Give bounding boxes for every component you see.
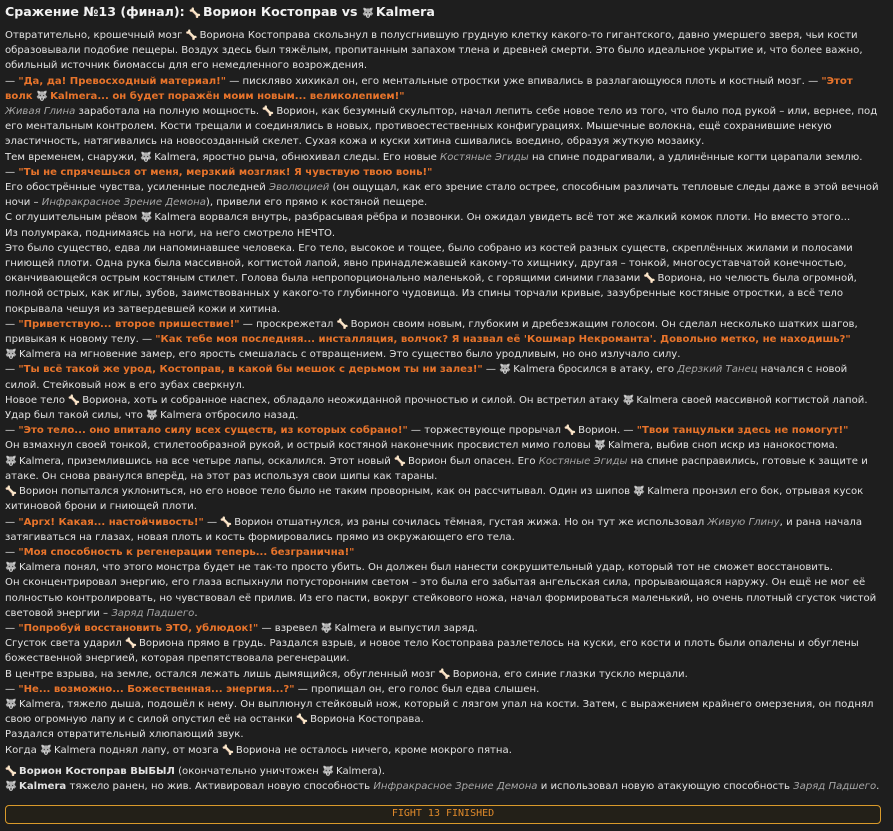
paragraph	[5, 423, 883, 438]
text-run: Это было существо, едва ли напоминавшее человека. Его тело, высокое и тощее, было собрано из костей разных существ, скреплённых жилами и полосами гниющей плоти. Одна рука была массивной, когтистой лапой, явно принадлежавшей какому-то хищнику, другая – тонкой, многосуставчатой конечностью, оканчивающейся острым костяным стилет. Голова была непропорционально маленькой, с горящими синими глазами	[5, 242, 853, 285]
wolf-icon: 🐺	[622, 394, 635, 406]
paragraph	[5, 727, 883, 742]
text-run: Новое тело	[5, 394, 69, 406]
quote: "Не... возможно... Божественная... энергия...?"	[18, 683, 295, 695]
wolf-icon: 🐺	[322, 765, 334, 777]
title-prefix: Сражение №13 (финал):	[5, 4, 190, 19]
title-fighter1: Ворион Костоправ	[203, 4, 338, 19]
text-run: —	[5, 166, 19, 178]
bone-icon: 🦴	[394, 455, 406, 467]
ability-name: Живая Глина	[5, 106, 76, 118]
text-run: — торжествующе прорычал	[407, 425, 565, 437]
fighter-vorion: Вориона	[235, 744, 281, 756]
bone-icon: 🦴	[564, 425, 577, 437]
fighter-kalmera: Kalmera	[160, 410, 202, 422]
text-run: Когда	[5, 744, 41, 756]
text-run: на спине расправились, готовые к защите и атаке. Он снова рванулся вперёд, на этот раз используя свои шипы как тараны.	[5, 455, 868, 482]
wolf-icon: 🐺	[361, 8, 374, 19]
ability-name: Эволюцией	[269, 182, 330, 194]
paragraph	[5, 667, 883, 682]
text-run: —	[5, 516, 19, 528]
text-run: отшатнулся, из раны сочилась тёмная, густая жижа. Но он тут же использовал	[273, 516, 708, 528]
story-text	[5, 28, 883, 758]
text-run: тяжело ранен, но жив. Активировал новую способность	[66, 780, 374, 792]
ability-name: Дерзкий Танец	[677, 364, 758, 376]
text-run: понял, что этого монстра будет не так-то просто убить. Он должен был нанести сокрушительный удар, который тот не сможет восстановить.	[60, 562, 833, 574]
text-run: .	[876, 780, 880, 792]
quote: "Аргх! Какая... настойчивость!"	[18, 516, 204, 528]
text-run: .	[194, 607, 198, 619]
fighter-kalmera: Kalmera	[19, 455, 61, 467]
text-run: —	[5, 75, 19, 87]
fighter-kalmera: Kalmera	[607, 440, 650, 452]
text-run: прямо в грудь. Раздался взрыв, и новое тело Костоправа разлетелось на куски, его кости и плоть были опалены и обуглены божественной энергией, которая препятствовала регенерации.	[5, 638, 859, 665]
paragraph	[5, 317, 883, 347]
paragraph	[5, 438, 883, 453]
text-run: начался с новой силой. Стейковый нож в его зубах сверкнул.	[5, 364, 848, 391]
wolf-icon: 🐺	[140, 151, 153, 163]
text-run: — взревел	[258, 622, 321, 634]
wolf-icon: 🐺	[5, 698, 17, 710]
text-run: Отвратительно, крошечный мозг	[5, 30, 186, 41]
text-run: — проскрежетал	[239, 318, 337, 330]
text-run: своим новым, глубоким и дребезжащим голосом. Он сделал несколько шатких шагов, привыкая к новому телу. —	[5, 318, 858, 346]
text-run: —	[5, 318, 19, 330]
wolf-icon: 🐺	[5, 455, 17, 467]
ability-name: Инфракрасное Зрение Демона	[41, 197, 206, 209]
wolf-icon: 🐺	[36, 90, 49, 102]
paragraph	[5, 484, 883, 514]
fighter-kalmera: Kalmera	[154, 151, 197, 163]
text-run: , его синие глазки тускло мерцали.	[497, 668, 688, 680]
fighter-kalmera: Kalmera	[336, 765, 378, 777]
fighter-vorion: Ворион	[19, 486, 58, 498]
text-run: Он взмахнул своей тонкой, стилетообразной рукой, и острый костяной наконечник просвистел мимо головы	[5, 440, 594, 452]
text-run: , яростно рыча, обнюхивал следы. Его новые	[196, 151, 441, 163]
bone-icon: 🦴	[220, 516, 233, 528]
paragraph	[5, 682, 883, 697]
quote: Kalmera... он будет поражён моим новым... великолепием!"	[50, 90, 405, 102]
fighter-vorion: Ворион	[276, 106, 316, 118]
bone-icon: 🦴	[189, 8, 201, 19]
bone-icon: 🦴	[125, 638, 137, 650]
ability-name: Заряд Падшего	[111, 607, 195, 619]
paragraph	[5, 104, 883, 150]
title-vs: vs	[337, 4, 362, 19]
fighter-vorion: Ворион	[234, 516, 274, 528]
text-run: —	[203, 516, 221, 528]
text-run: Из полумрака, поднимаясь на ноги, на него смотрело НЕЧТО.	[5, 227, 336, 239]
text-run: ).	[377, 765, 385, 777]
quote: "Ты всё такой же урод, Костоправ, в какой бы мешок с дерьмом ты ни залез!"	[18, 364, 483, 376]
fighter-kalmera: Kalmera	[636, 394, 679, 406]
wolf-icon: 🐺	[594, 440, 606, 452]
quote: "Твои танцульки здесь не помогут!"	[636, 425, 849, 437]
quote: "Это тело... оно впитало силу всех существ, из которых собрано!"	[18, 425, 408, 437]
bone-icon: 🦴	[296, 714, 308, 726]
text-run: попытался уклониться, но его новое тело было не таким проворным, как он рассчитывал. Один из шипов	[57, 486, 634, 498]
text-run: и выпустил заряд.	[376, 622, 478, 634]
quote: "Да, да! Превосходный материал!"	[18, 75, 227, 87]
text-run: Его обострённые чувства, усиленные последней	[5, 182, 270, 194]
bone-icon: 🦴	[643, 273, 656, 285]
fighter-kalmera: Kalmera	[19, 780, 67, 792]
text-run: Раздался отвратительный хлюпающий звук.	[5, 729, 244, 741]
text-run: и использовал новую атакующую способность	[537, 780, 794, 792]
text-run: . —	[616, 425, 637, 437]
wolf-icon: 🐺	[5, 562, 17, 574]
fight-result	[5, 764, 883, 794]
fighter-kalmera: Kalmera	[154, 212, 197, 224]
paragraph	[5, 515, 883, 545]
text-run: не осталось ничего, кроме мокрого пятна.	[280, 744, 512, 756]
bone-icon: 🦴	[5, 486, 17, 498]
text-run: бросился в атаку, его	[555, 364, 678, 376]
bone-icon: 🦴	[262, 106, 275, 118]
text-run: скользнул в полусгнившую грудную клетку какого-то гигантского, давно умершего зверя, чьи кости образовывали подобие пещеры. Воздух здесь был тяжёлым, пропитанным запахом тлена и древней смерти. Это было идеальное укрытие и, что более важно, обильный источник биомассы для его немедленного возрождения.	[5, 30, 863, 72]
paragraph	[5, 743, 883, 758]
text-run: пронзил его бок, отрывая кусок хитиновой брони и гниющей плоти.	[5, 486, 864, 513]
text-run: , но челюсть была огромной, полной острых, как иглы, зубов, заимствованных у какого-то глубинного чудовища. Из спины торчали кривые, зазубренные костяные отростки, а всё тело покрывала чешуя из затвердевшей кожи и хитина.	[5, 273, 857, 315]
wolf-icon: 🐺	[40, 744, 52, 756]
ability-name: Костяные Эгиды	[440, 151, 529, 163]
paragraph	[5, 454, 883, 484]
page-title	[5, 4, 883, 22]
bone-icon: 🦴	[438, 668, 451, 680]
text-run: —	[5, 683, 19, 695]
ability-name: Костяные Эгиды	[538, 455, 628, 467]
text-run: —	[5, 364, 19, 376]
paragraph	[5, 210, 883, 225]
fighter-kalmera: Kalmera	[19, 562, 61, 574]
wolf-icon: 🐺	[5, 349, 17, 361]
wolf-icon: 🐺	[633, 486, 646, 498]
fighter-vorion: Ворион	[408, 455, 447, 467]
fighter-vorion: Ворион	[578, 425, 617, 437]
paragraph	[5, 393, 883, 423]
bone-icon: 🦴	[336, 318, 349, 330]
wolf-icon: 🐺	[320, 622, 333, 634]
text-run: , выбив сноп искр из нанокостюма.	[649, 440, 838, 452]
paragraph	[5, 621, 883, 636]
paragraph	[5, 779, 883, 794]
quote: "Приветствую... второе пришествие!"	[18, 318, 240, 330]
text-run: , как безумный скульптор, начал лепить себе новое тело из того, что было под рукой – или, вернее, под его ментальным контролем. Кости трещали и соединялись в новых, противоестественных конфигурациях. Мышечные волокна, ещё сохранившие некую эластичность, натягивались на новосозданный скелет. Сухая кожа и куски хитина сшивались воедино, образуя жуткую мозаику.	[5, 106, 878, 148]
text-run: поднял лапу, от мозга	[95, 744, 222, 756]
quote: "Моя способность к регенерации теперь... безгранична!"	[18, 546, 355, 558]
bone-icon: 🦴	[68, 394, 81, 406]
text-run: — пропищал он, его голос был едва слышен.	[294, 683, 540, 695]
paragraph	[5, 150, 883, 165]
paragraph	[5, 28, 883, 74]
fight-finished-banner: FIGHT 13 FINISHED	[5, 805, 881, 824]
quote: "Попробуй восстановить ЭТО, ублюдок!"	[18, 622, 259, 634]
bone-icon: 🦴	[5, 765, 17, 777]
fighter-kalmera: Kalmera	[334, 622, 377, 634]
text-run: на мгновение замер, его ярость смешалась с отвращением. Это существо было уродливым, но оно излучало силу.	[60, 349, 681, 361]
fighter-kalmera: Kalmera	[19, 698, 61, 710]
fighter-vorion: Вориона Костоправа	[310, 714, 421, 726]
fighter-kalmera: Kalmera	[19, 349, 61, 361]
ability-name: Живую Глину	[707, 516, 780, 528]
text-run: С оглушительным рёвом	[5, 212, 141, 224]
text-run: , тяжело дыша, подошёл к нему. Он выплюнул стейковый нож, который с лязгом упал на кости. Затем, с выражением крайнего омерзения, он поднял свою огромную лапу и с силой опустил её на останки	[5, 698, 874, 726]
fighter-vorion: Вориона	[452, 668, 498, 680]
paragraph	[5, 545, 883, 560]
fighter-kalmera: Kalmera	[513, 364, 556, 376]
text-run: отбросило назад.	[201, 410, 299, 422]
text-run: В центре взрыва, на земле, остался лежать лишь дымящийся, обугленный мозг	[5, 668, 439, 680]
paragraph	[5, 764, 883, 779]
text-run: был опасен. Его	[446, 455, 539, 467]
paragraph	[5, 226, 883, 241]
ability-name: Инфракрасное Зрение Демона	[373, 780, 538, 792]
paragraph	[5, 697, 883, 727]
text-run: , приземлившись на все четыре лапы, оскалился. Этот новый	[60, 455, 394, 467]
text-run: —	[482, 364, 500, 376]
text-run: (он ощущал, как его зрение стало острее, способным различать тепловые следы даже в этой вечной ночи –	[5, 182, 879, 209]
quote: "Этот волк	[5, 75, 853, 102]
paragraph	[5, 165, 883, 180]
text-run: Сгусток света ударил	[5, 638, 125, 650]
text-run: — писклявo хихикал он, его ментальные отростки уже впивались в разлагающуюся плоть и костный мозг. —	[226, 75, 822, 87]
text-run: , и рана начала затягиваться на глазах, новая плоть и кость формировались прямо из окружающего его тела.	[5, 516, 863, 543]
fighter-vorion: Ворион	[350, 318, 390, 330]
fighter-kalmera: Kalmera	[647, 486, 690, 498]
paragraph	[5, 575, 883, 621]
paragraph	[5, 560, 883, 575]
text-run: Он сконцентрировал энергию, его глаза вспыхнули потусторонним светом – это была его забытая ангельская сила, прорывающаяся наружу. Он ещё не мог её полностью контролировать, но чувствовал её прилив. Из его пасти, вокруг стейкового ножа, начал формироваться маленький, но очень плотный сгусток чистой световой энергии –	[5, 577, 877, 619]
quote: "Как тебе моя последняя... инсталляция, волчок? Я назвал её 'Кошмар Некроманта'. Довольно метко, не находишь?"	[155, 334, 851, 346]
text-run: Тем временем, снаружи,	[5, 151, 141, 163]
fighter-vorion: Ворион Костоправ ВЫБЫЛ	[19, 765, 175, 777]
wolf-icon: 🐺	[140, 212, 153, 224]
fighter-vorion: Вориона	[657, 273, 703, 285]
fighter-vorion: Вориона Костоправа	[199, 30, 311, 41]
text-run: , хоть и собранное наспех, обладало неожиданной прочностью и силой. Он встретил атаку	[127, 394, 623, 406]
wolf-icon: 🐺	[5, 780, 17, 792]
text-run: заработала на полную мощность.	[75, 106, 263, 118]
text-run: на спине подрагивали, а удлинённые когти царапали землю.	[528, 151, 863, 163]
wolf-icon: 🐺	[146, 410, 158, 422]
paragraph	[5, 74, 883, 104]
paragraph	[5, 362, 883, 392]
fighter-vorion: Вориона	[138, 638, 185, 650]
ability-name: Заряд Падшего	[793, 780, 877, 792]
paragraph	[5, 347, 883, 362]
fighter-vorion: Вориона	[82, 394, 128, 406]
fighter-kalmera: Kalmera	[54, 744, 96, 756]
wolf-icon: 🐺	[499, 364, 512, 376]
text-run: ворвался внутрь, разбрасывая рёбра и позвонки. Он ожидал увидеть всё тот же жалкий комок плоти. Но вместо этого...	[196, 212, 851, 224]
bone-icon: 🦴	[221, 744, 234, 756]
bone-icon: 🦴	[185, 30, 198, 41]
text-run: —	[5, 546, 19, 558]
text-run: —	[5, 425, 19, 437]
quote: "Ты не спрячешься от меня, мерзкий мозгляк! Я чувствую твою вонь!"	[18, 166, 433, 178]
text-run: —	[5, 622, 19, 634]
text-run: .	[420, 714, 424, 726]
text-run: (окончательно уничтожен	[174, 765, 322, 777]
paragraph	[5, 636, 883, 666]
title-fighter2: Kalmera	[375, 4, 435, 19]
text-run: своей массивной когтистой лапой. Удар был такой силы, что	[5, 394, 868, 422]
paragraph	[5, 241, 883, 317]
paragraph	[5, 180, 883, 210]
text-run: ), привели его прямо к костяной пещере.	[205, 197, 428, 209]
